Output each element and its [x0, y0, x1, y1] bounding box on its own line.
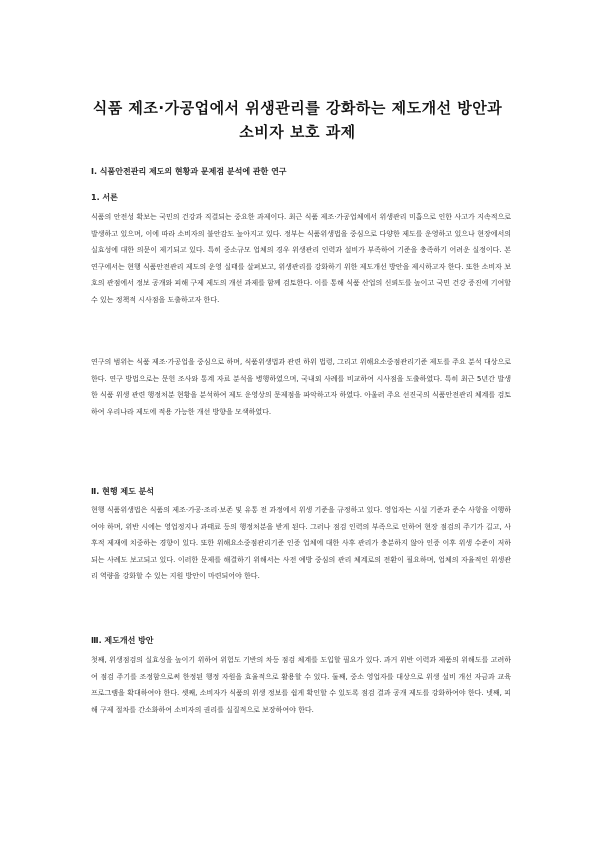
title-line-2: 소비자 보호 과제 [239, 123, 356, 141]
paragraph-4: 첫째, 위생점검의 실효성을 높이기 위하여 위험도 기반의 차등 점검 체계를 도입할 필요가 있다. 과거 위반 이력과 제품의 위해도를 고려하여 점검 주기를 조정함으로써 한정된 행정 자원을 효율적으로 활용할 수 있다. 둘째, 중소 영업자를 대상으로 위생 설비 개선 자금과 교육 프로그램을 확대하여야 한다. 셋째, 소비자가 식품의 위생 정보를 쉽게 확인할 수 있도록 점검 결과 공개 제도를 강화하여야 한다. 넷째, 피해 구제 절차를 간소화하여 소비자의 권리를 실질적으로 보장하여야 한다. [91, 656, 511, 714]
document-subtitle: Ⅰ. 식품안전관리 제도의 현황과 문제점 분석에 관한 연구 [91, 167, 287, 176]
paragraph-3: 현행 식품위생법은 식품의 제조·가공·조리·보존 및 유통 전 과정에서 위생 기준을 규정하고 있다. 영업자는 시설 기준과 준수 사항을 이행하여야 하며, 위반 시에는 영업정지나 과태료 등의 행정처분을 받게 된다. 그러나 점검 인력의 부족으로 인하여 현장 점검의 주기가 길고, 사후적 제재에 치중하는 경향이 있다. 또한 위해요소중점관리기준 인증 업체에 대한 사후 관리가 충분하지 않아 인증 이후 위생 수준이 저하되는 사례도 보고되고 있다. 이러한 문제를 해결하기 위해서는 사전 예방 중심의 관리 체계로의 전환이 필요하며, 업체의 자율적인 위생관리 역량을 강화할 수 있는 지원 방안이 마련되어야 한다. [91, 506, 511, 581]
paragraph-2: 연구의 범위는 식품 제조·가공업을 중심으로 하며, 식품위생법과 관련 하위 법령, 그리고 위해요소중점관리기준 제도를 주요 분석 대상으로 한다. 연구 방법으로는 문헌 조사와 통계 자료 분석을 병행하였으며, 국내외 사례를 비교하여 시사점을 도출하였다. 특히 최근 5년간 발생한 식품 위생 관련 행정처분 현황을 분석하여 제도 운영상의 문제점을 파악하고자 하였다. 아울러 주요 선진국의 식품안전관리 체계를 검토하여 우리나라 제도에 적용 가능한 개선 방향을 모색하였다. [91, 358, 511, 416]
section-1-heading: 1. 서론 [91, 193, 118, 202]
paragraph-1: 식품의 안전성 확보는 국민의 건강과 직결되는 중요한 과제이다. 최근 식품 제조·가공업체에서 위생관리 미흡으로 인한 사고가 지속적으로 발생하고 있으며, 이에 따라 소비자의 불안감도 높아지고 있다. 정부는 식품위생법을 중심으로 다양한 제도를 운영하고 있으나 현장에서의 실효성에 대한 의문이 제기되고 있다. 특히 중소규모 업체의 경우 위생관리 인력과 설비가 부족하여 기준을 충족하기 어려운 실정이다. 본 연구에서는 현행 식품안전관리 제도의 운영 실태를 살펴보고, 위생관리를 강화하기 위한 제도개선 방안을 제시하고자 한다. 또한 소비자 보호의 관점에서 정보 공개와 피해 구제 제도의 개선 과제를 함께 검토한다. 이를 통해 식품 산업의 신뢰도를 높이고 국민 건강 증진에 기여할 수 있는 정책적 시사점을 도출하고자 한다. [91, 213, 511, 304]
title-line-1: 식품 제조·가공업에서 위생관리를 강화하는 제도개선 방안과 [92, 99, 503, 117]
section-3-heading: Ⅲ. 제도개선 방안 [91, 636, 154, 645]
document-title [60, 96, 535, 144]
section-2-heading: Ⅱ. 현행 제도 분석 [91, 487, 155, 496]
